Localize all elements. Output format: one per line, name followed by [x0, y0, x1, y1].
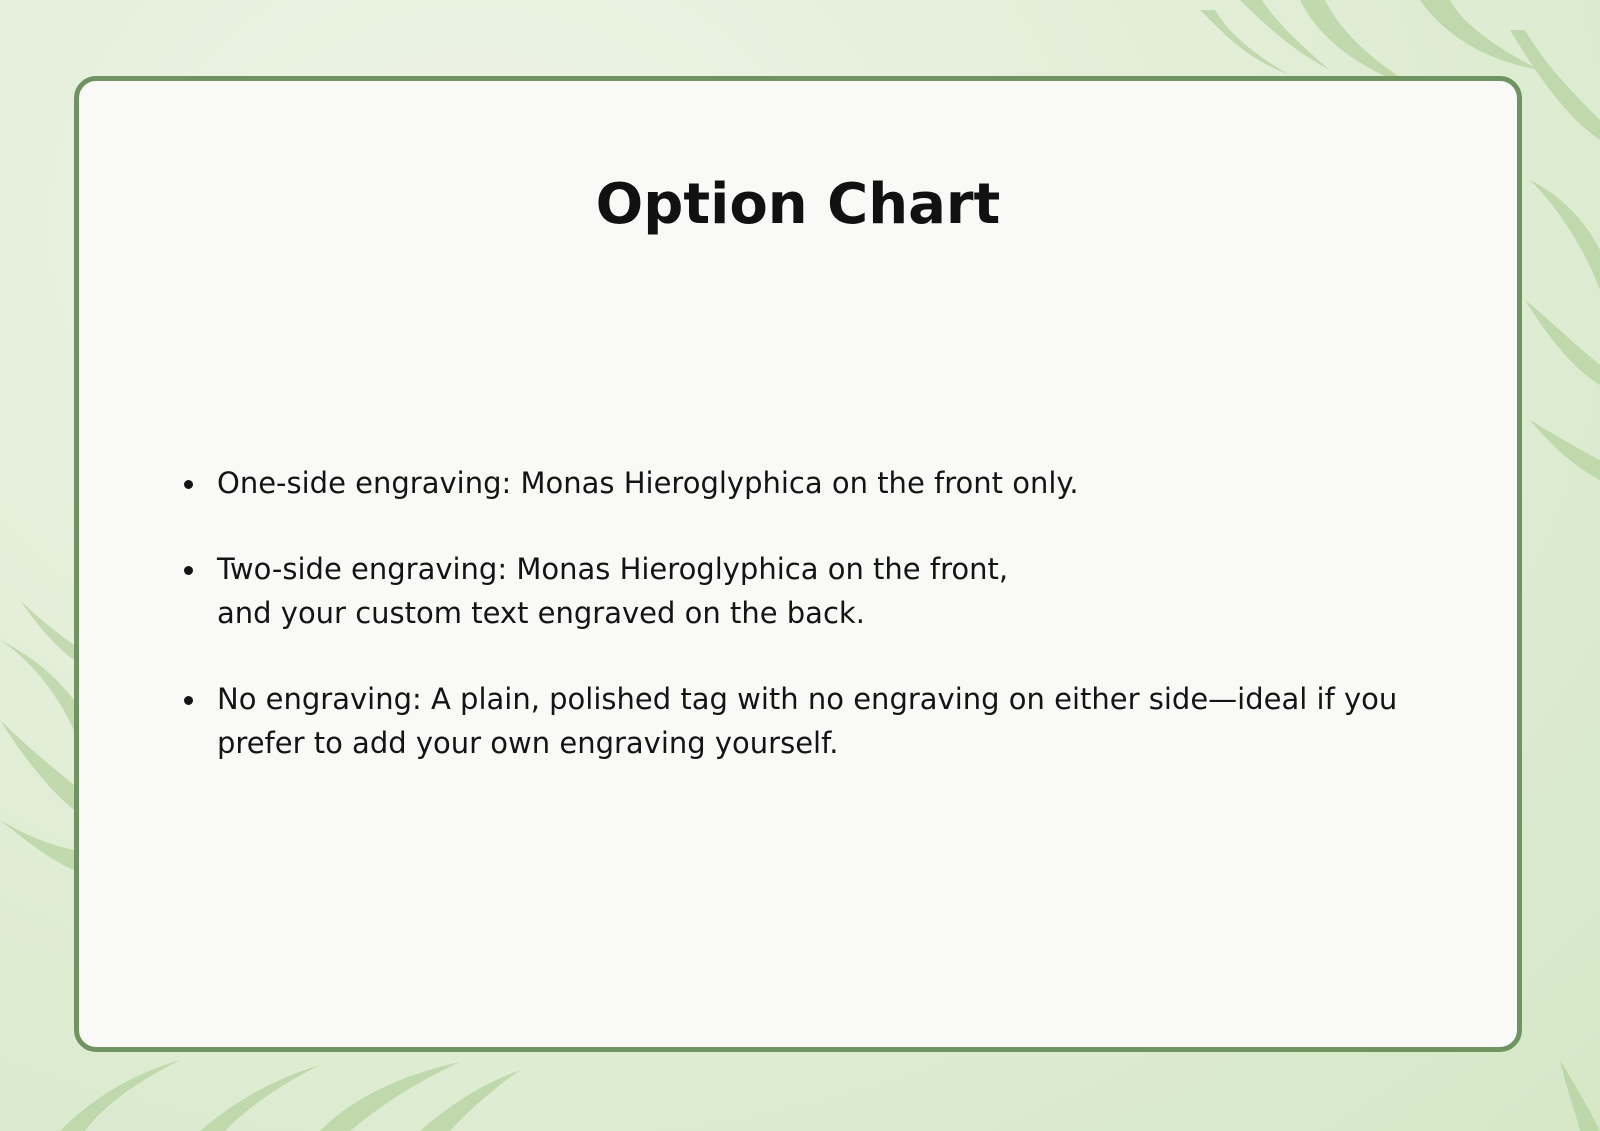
- list-item: [181, 461, 1471, 505]
- option-chart-card: [74, 76, 1522, 1052]
- option-text-line: Two-side engraving: Monas Hieroglyphica on the front,: [217, 552, 1009, 586]
- bullet-dot-icon: [184, 480, 193, 489]
- bullet-dot-icon: [184, 696, 193, 705]
- page-title: Option Chart: [595, 172, 1001, 237]
- list-item: [181, 547, 1471, 635]
- bullet-dot-icon: [184, 566, 193, 575]
- option-text-line: and your custom text engraved on the back.: [217, 596, 865, 630]
- option-text-line: One-side engraving: Monas Hieroglyphica on the front only.: [217, 466, 1079, 500]
- option-text-line: prefer to add your own engraving yourself.: [217, 726, 839, 760]
- option-text-line: No engraving: A plain, polished tag with no engraving on either side—ideal if you: [217, 682, 1398, 716]
- list-item: [181, 677, 1471, 765]
- option-list: [181, 461, 1471, 807]
